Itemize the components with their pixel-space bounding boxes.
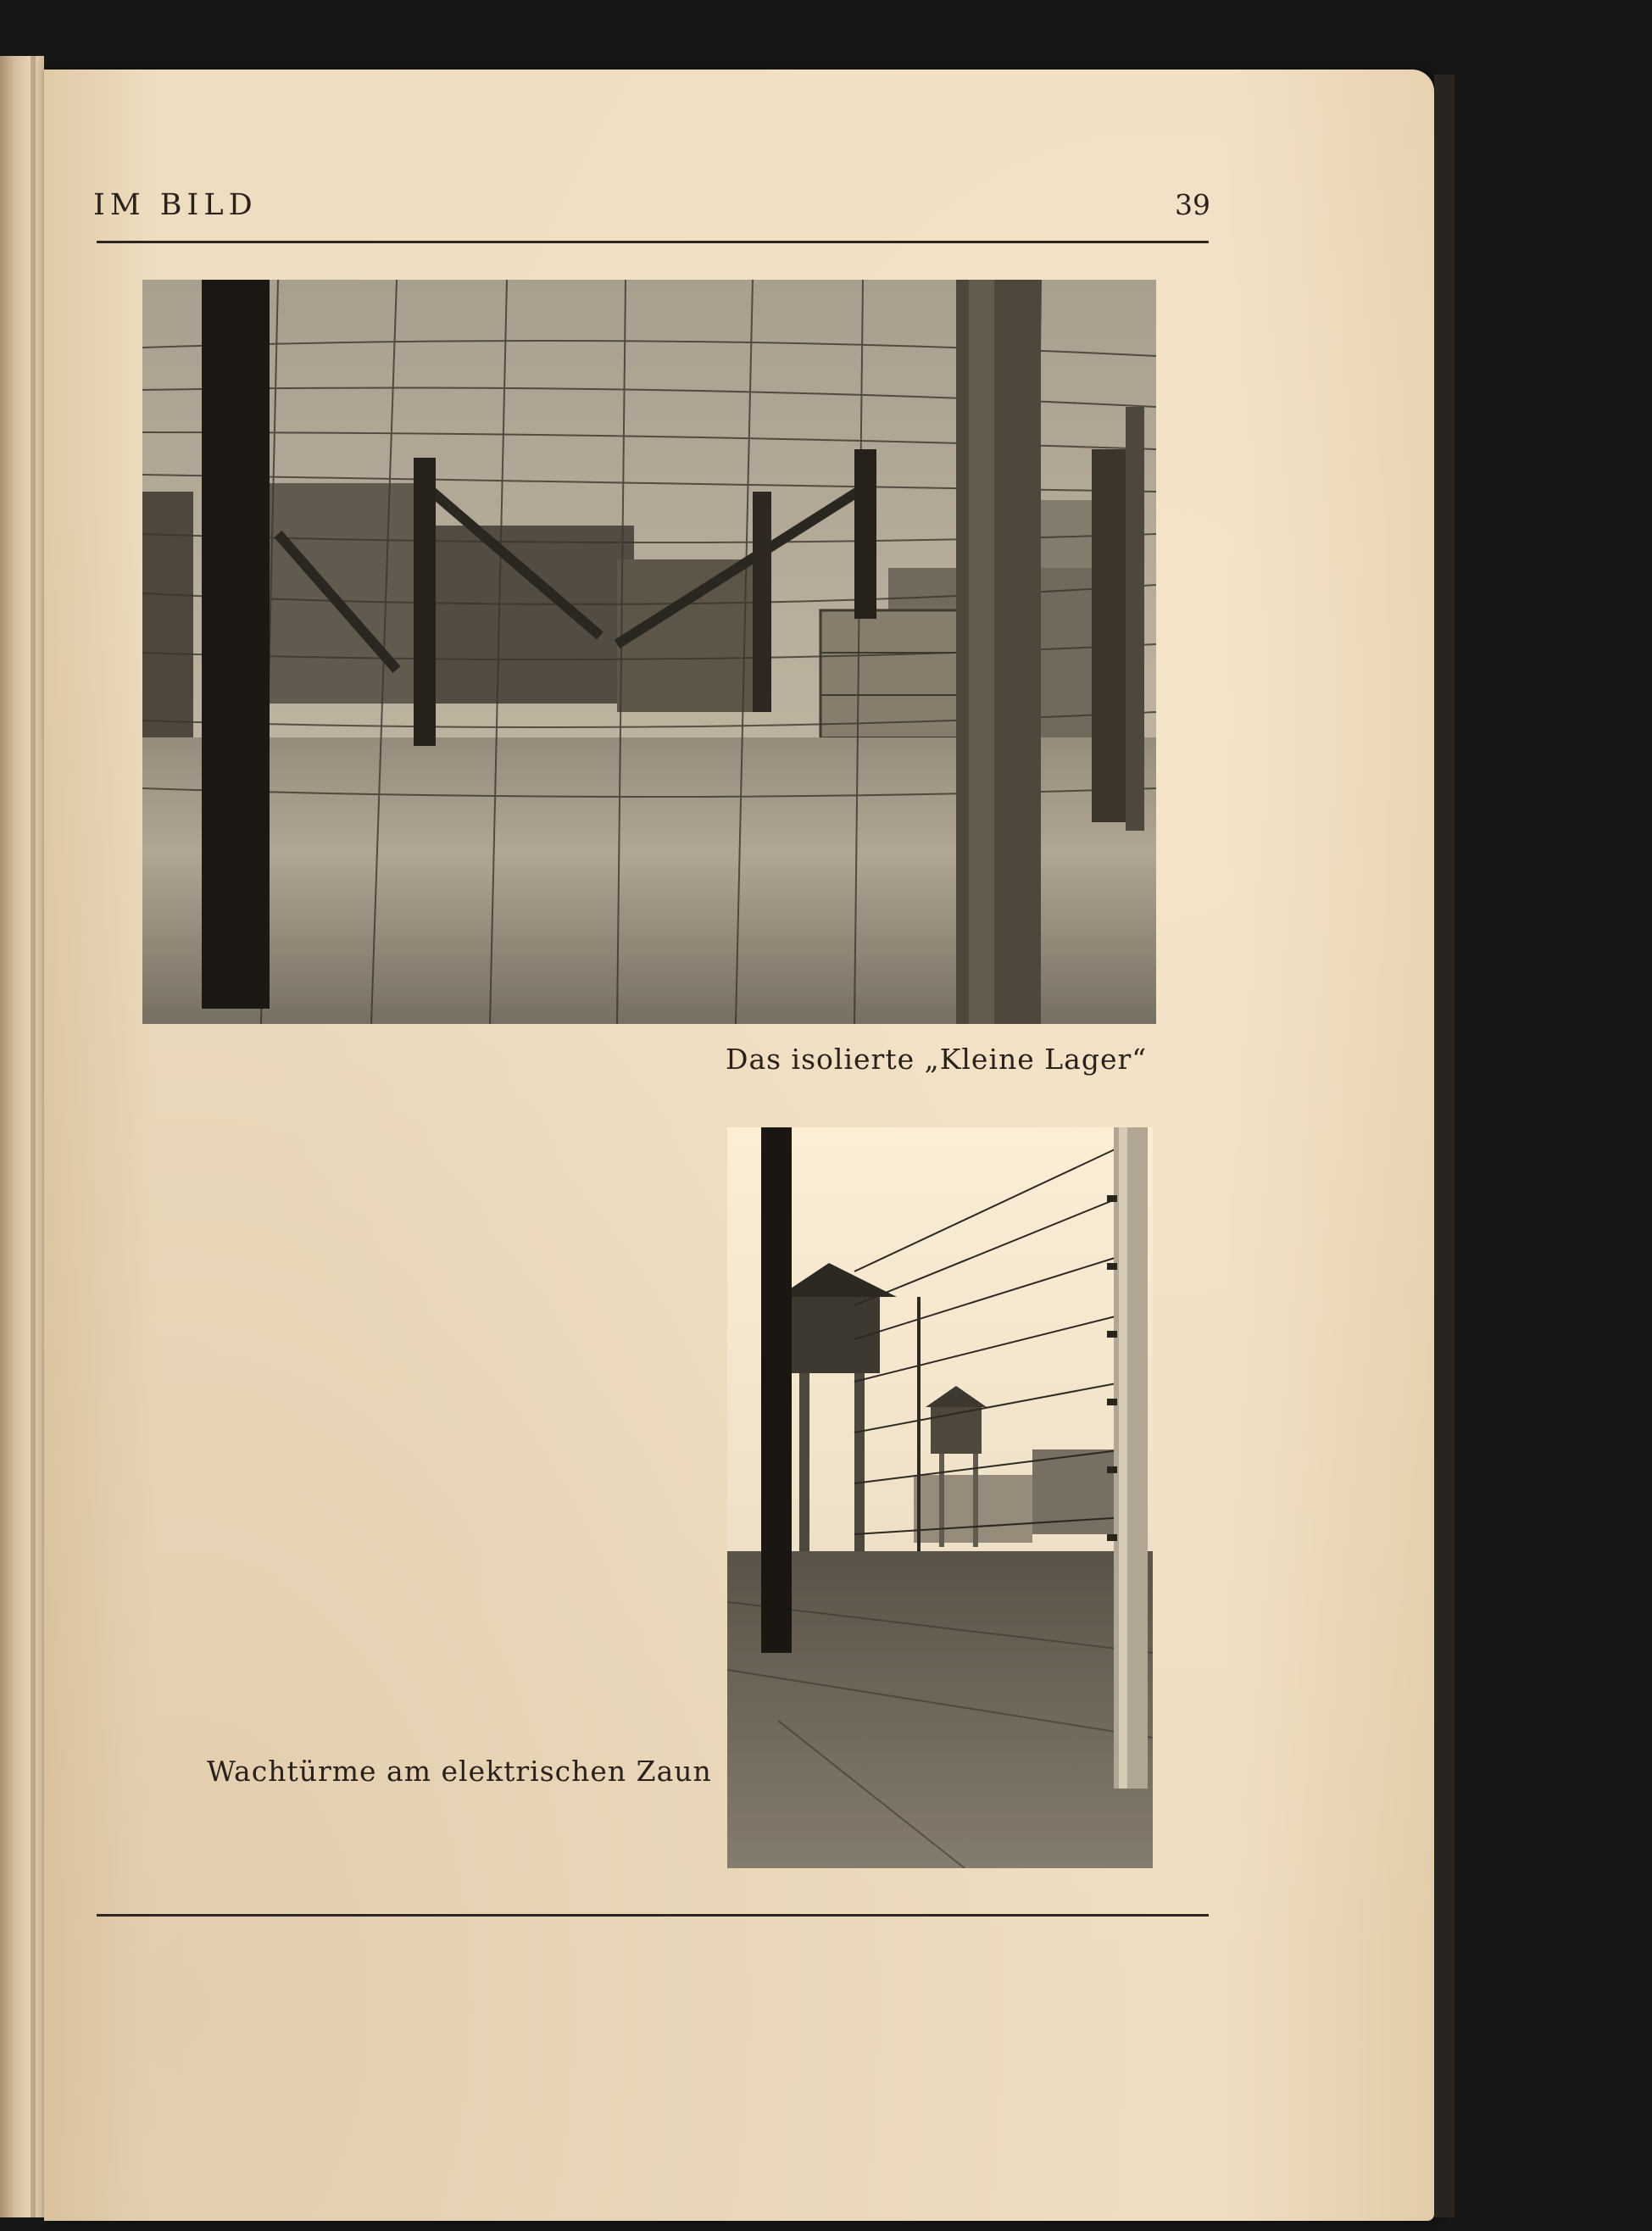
book-binding-edge — [0, 56, 44, 2217]
photo-kleine-lager — [142, 280, 1156, 1024]
header-rule — [97, 241, 1209, 243]
running-head: IM BILD — [93, 188, 258, 222]
book-cover-edge — [1434, 75, 1455, 2217]
page-number: 39 — [1175, 188, 1210, 221]
footer-rule — [97, 1914, 1209, 1917]
caption-kleine-lager: Das isolierte „Kleine Lager“ — [726, 1043, 1148, 1076]
caption-wachttuerme: Wachtürme am elektrischen Zaun — [207, 1755, 712, 1788]
photo-wachttuerme — [727, 1127, 1153, 1868]
